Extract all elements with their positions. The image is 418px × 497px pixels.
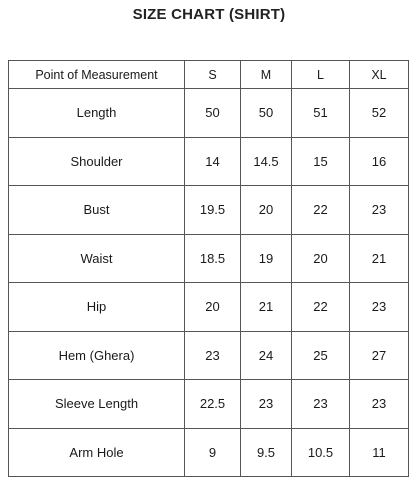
table-row [9, 89, 409, 138]
header-size-m: M [241, 61, 292, 89]
cell-value: 22.5 [185, 380, 241, 429]
table-row [9, 331, 409, 380]
table-row [9, 428, 409, 477]
row-label: Hem (Ghera) [9, 331, 185, 380]
header-size-s: S [185, 61, 241, 89]
table-header-row [9, 61, 409, 89]
cell-value: 11 [350, 428, 409, 477]
row-label: Arm Hole [9, 428, 185, 477]
table-row [9, 234, 409, 283]
cell-value: 21 [241, 283, 292, 332]
cell-value: 23 [292, 380, 350, 429]
cell-value: 19 [241, 234, 292, 283]
cell-value: 52 [350, 89, 409, 138]
cell-value: 20 [292, 234, 350, 283]
cell-value: 23 [185, 331, 241, 380]
header-point-of-measurement: Point of Measurement [9, 61, 185, 89]
cell-value: 24 [241, 331, 292, 380]
cell-value: 15 [292, 137, 350, 186]
cell-value: 21 [350, 234, 409, 283]
table-row [9, 283, 409, 332]
cell-value: 10.5 [292, 428, 350, 477]
row-label: Sleeve Length [9, 380, 185, 429]
table-row [9, 380, 409, 429]
cell-value: 14 [185, 137, 241, 186]
cell-value: 16 [350, 137, 409, 186]
row-label: Shoulder [9, 137, 185, 186]
cell-value: 9.5 [241, 428, 292, 477]
row-label: Bust [9, 186, 185, 235]
row-label: Waist [9, 234, 185, 283]
header-size-xl: XL [350, 61, 409, 89]
cell-value: 20 [241, 186, 292, 235]
cell-value: 22 [292, 186, 350, 235]
cell-value: 23 [350, 380, 409, 429]
cell-value: 20 [185, 283, 241, 332]
cell-value: 18.5 [185, 234, 241, 283]
row-label: Hip [9, 283, 185, 332]
cell-value: 19.5 [185, 186, 241, 235]
row-label: Length [9, 89, 185, 138]
cell-value: 23 [350, 186, 409, 235]
page-title: SIZE CHART (SHIRT) [132, 6, 286, 23]
cell-value: 51 [292, 89, 350, 138]
table-row [9, 186, 409, 235]
cell-value: 50 [185, 89, 241, 138]
cell-value: 50 [241, 89, 292, 138]
cell-value: 9 [185, 428, 241, 477]
cell-value: 27 [350, 331, 409, 380]
header-size-l: L [292, 61, 350, 89]
cell-value: 23 [350, 283, 409, 332]
cell-value: 23 [241, 380, 292, 429]
table-row [9, 137, 409, 186]
cell-value: 22 [292, 283, 350, 332]
cell-value: 25 [292, 331, 350, 380]
cell-value: 14.5 [241, 137, 292, 186]
size-chart-table [8, 60, 409, 477]
